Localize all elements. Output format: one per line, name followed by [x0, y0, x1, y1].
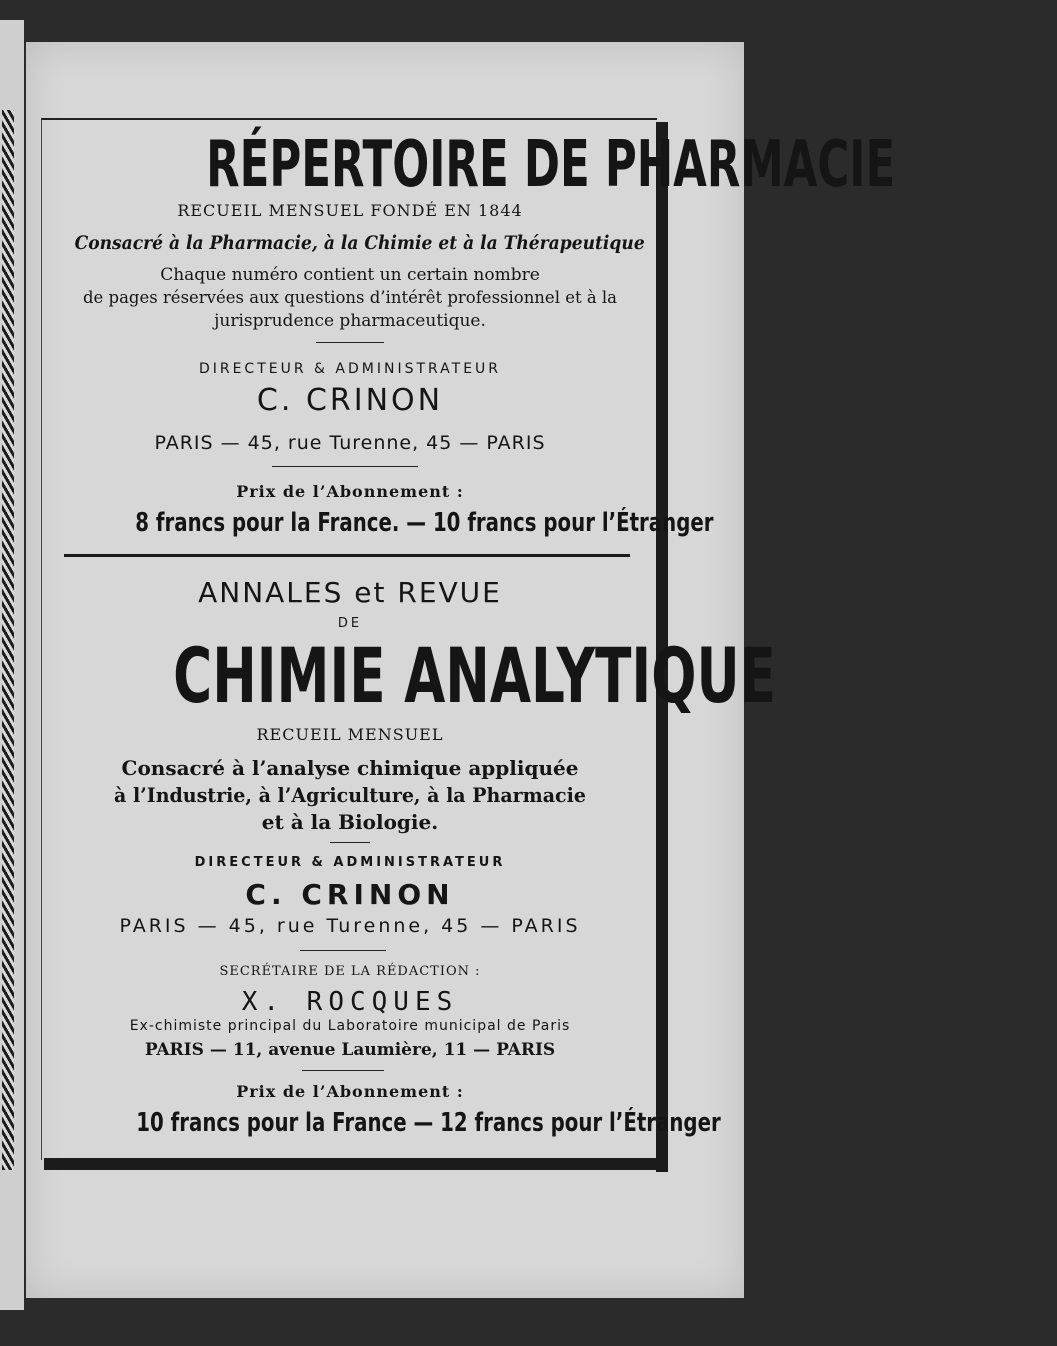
repertoire-price: 8 francs pour la France. — 10 francs pour l’Étranger	[135, 508, 714, 538]
repertoire-price-wrap	[44, 506, 714, 540]
divider	[302, 1070, 384, 1071]
divider	[330, 842, 370, 843]
annales-secretary-title: Ex-chimiste principal du Laboratoire municipal de Paris	[129, 1018, 571, 1034]
frame-shadow-bottom	[44, 1158, 668, 1170]
divider	[316, 342, 384, 343]
annales-price-label: Prix de l’Abonnement :	[236, 1082, 464, 1101]
annales-subtitle: RECUEIL MENSUEL	[256, 725, 444, 744]
annales-director-name: C. CRINON	[245, 878, 455, 911]
section-divider	[64, 554, 630, 557]
annales-title-main-wrap	[44, 631, 776, 720]
repertoire-title-wrap	[44, 128, 896, 202]
repertoire-description-line3: jurisprudence pharmaceutique.	[214, 311, 486, 331]
annales-description-line2: à l’Industrie, à l’Agriculture, à la Pharmacie	[114, 783, 586, 807]
annales-address: PARIS — 45, rue Turenne, 45 — PARIS	[119, 915, 581, 937]
annales-secretary-label: SECRÉTAIRE DE LA RÉDACTION :	[219, 964, 481, 979]
annales-secretary-name: X. ROCQUES	[241, 987, 459, 1017]
annales-price: 10 francs pour la France — 12 francs pour l’Étranger	[136, 1108, 721, 1138]
repertoire-director-name: C. CRINON	[256, 383, 444, 418]
divider	[272, 466, 418, 467]
divider	[300, 950, 386, 951]
repertoire-price-label: Prix de l’Abonnement :	[236, 482, 464, 501]
annales-price-wrap	[44, 1106, 721, 1140]
annales-description-line3: et à la Biologie.	[261, 810, 439, 834]
annales-title-line2: DE	[337, 616, 363, 631]
repertoire-director-label: DIRECTEUR & ADMINISTRATEUR	[198, 361, 502, 377]
repertoire-address: PARIS — 45, rue Turenne, 45 — PARIS	[154, 432, 546, 454]
annales-description-line1: Consacré à l’analyse chimique appliquée	[121, 756, 579, 780]
decorative-stripes	[2, 110, 14, 1170]
annales-title-line1: ANNALES et REVUE	[198, 576, 502, 609]
repertoire-title: RÉPERTOIRE DE PHARMACIE	[206, 128, 896, 202]
annales-title-main: CHIMIE ANALYTIQUE	[173, 631, 776, 720]
annales-director-label: DIRECTEUR & ADMINISTRATEUR	[194, 855, 506, 870]
repertoire-subtitle: RECUEIL MENSUEL FONDÉ EN 1844	[177, 201, 523, 220]
annales-secretary-address: PARIS — 11, avenue Laumière, 11 — PARIS	[144, 1040, 556, 1060]
repertoire-description-line1: Chaque numéro contient un certain nombre	[160, 265, 540, 285]
repertoire-description-line2: de pages réservées aux questions d’intérêt professionnel et à la	[82, 288, 618, 308]
repertoire-tagline: Consacré à la Pharmacie, à la Chimie et à la Thérapeutique	[74, 232, 645, 254]
